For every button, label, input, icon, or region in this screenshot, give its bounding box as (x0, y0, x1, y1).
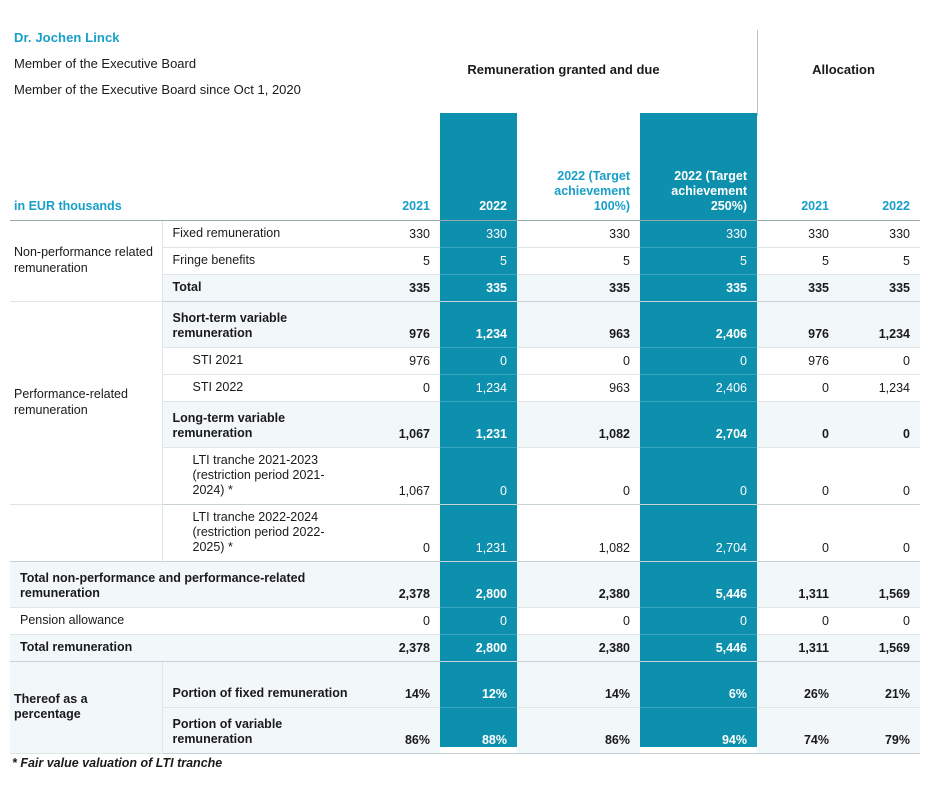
cell-sti-2022-target100: 963 (517, 375, 640, 402)
cell-portion-fixed-2021: 14% (360, 662, 440, 708)
cell-sti-2022-target250: 2,406 (640, 375, 757, 402)
cell-sti-2021-alloc-2022: 0 (839, 348, 920, 375)
cell-portion-variable-2021: 86% (360, 708, 440, 754)
table-row (10, 662, 920, 708)
cell-portion-variable-target100: 86% (517, 708, 640, 754)
cell-sti-2022-alloc-2021: 0 (757, 375, 839, 402)
header-2021: 2021 (360, 165, 440, 221)
row-label-portion-fixed: Portion of fixed remuneration (162, 662, 360, 708)
cell-lti-2022-alloc-2022: 0 (839, 505, 920, 562)
group-heading-allocation: Allocation (812, 62, 875, 77)
section-label-performance-continued (10, 505, 162, 562)
cell-total-combined-target100: 2,380 (517, 562, 640, 608)
row-label-fixed-remuneration: Fixed remuneration (162, 221, 360, 248)
cell-fringe-benefits-target250: 5 (640, 248, 757, 275)
cell-total-remuneration-2022: 2,800 (440, 635, 517, 662)
cell-sti-2022-2021: 0 (360, 375, 440, 402)
table-row (10, 635, 920, 662)
table-header-row (10, 165, 920, 221)
cell-sti-2022-2022: 1,234 (440, 375, 517, 402)
row-label-total-remuneration: Total remuneration (10, 635, 360, 662)
cell-short-term-2022: 1,234 (440, 302, 517, 348)
header-2022-target-100: 2022 (Target achievement 100%) (517, 165, 640, 221)
table-row (10, 221, 920, 248)
row-label-lti-tranche-2021: LTI tranche 2021-2023 (restriction period 2021-2024) * (162, 448, 360, 505)
cell-sti-2021-2021: 976 (360, 348, 440, 375)
cell-lti-2021-target100: 0 (517, 448, 640, 505)
cell-total-non-performance-target250: 335 (640, 275, 757, 302)
row-label-short-term-variable: Short-term variable remuneration (162, 302, 360, 348)
cell-short-term-alloc-2021: 976 (757, 302, 839, 348)
table-row (10, 302, 920, 348)
cell-portion-variable-alloc-2021: 74% (757, 708, 839, 754)
cell-lti-2022-2021: 0 (360, 505, 440, 562)
cell-lti-2021-2022: 0 (440, 448, 517, 505)
cell-portion-fixed-alloc-2022: 21% (839, 662, 920, 708)
cell-fringe-benefits-alloc-2022: 5 (839, 248, 920, 275)
cell-portion-fixed-alloc-2021: 26% (757, 662, 839, 708)
cell-pension-2021: 0 (360, 608, 440, 635)
cell-total-combined-alloc-2021: 1,311 (757, 562, 839, 608)
section-label-non-performance: Non-performance related remuneration (10, 221, 162, 302)
row-label-total-non-performance: Total (162, 275, 360, 302)
person-block (14, 30, 374, 108)
cell-fringe-benefits-2021: 5 (360, 248, 440, 275)
cell-fixed-remuneration-2022: 330 (440, 221, 517, 248)
cell-lti-2021-target250: 0 (640, 448, 757, 505)
cell-portion-variable-2022: 88% (440, 708, 517, 754)
cell-fringe-benefits-alloc-2021: 5 (757, 248, 839, 275)
cell-long-term-target250: 2,704 (640, 402, 757, 448)
cell-total-combined-target250: 5,446 (640, 562, 757, 608)
cell-long-term-2022: 1,231 (440, 402, 517, 448)
row-label-lti-tranche-2022: LTI tranche 2022-2024 (restriction period 2022-2025) * (162, 505, 360, 562)
cell-portion-fixed-target100: 14% (517, 662, 640, 708)
cell-long-term-alloc-2022: 0 (839, 402, 920, 448)
person-role-line-1: Member of the Executive Board (14, 56, 197, 71)
cell-total-combined-2022: 2,800 (440, 562, 517, 608)
cell-portion-variable-alloc-2022: 79% (839, 708, 920, 754)
cell-lti-2021-alloc-2021: 0 (757, 448, 839, 505)
cell-long-term-target100: 1,082 (517, 402, 640, 448)
section-label-thereof-percentage: Thereof as a percentage (10, 662, 162, 754)
header-unit: in EUR thousands (10, 165, 360, 221)
cell-lti-2022-2022: 1,231 (440, 505, 517, 562)
header-allocation-2021: 2021 (757, 165, 839, 221)
row-label-fringe-benefits: Fringe benefits (162, 248, 360, 275)
cell-short-term-target250: 2,406 (640, 302, 757, 348)
cell-total-non-performance-alloc-2022: 335 (839, 275, 920, 302)
cell-total-remuneration-alloc-2021: 1,311 (757, 635, 839, 662)
person-name: Dr. Jochen Linck (14, 30, 120, 45)
row-label-sti-2022: STI 2022 (162, 375, 360, 402)
row-label-total-non-perf-and-perf: Total non-performance and performance-related remuneration (10, 562, 360, 608)
cell-total-non-performance-target100: 335 (517, 275, 640, 302)
header-2022-target-250: 2022 (Target achievement 250%) (640, 165, 757, 221)
cell-sti-2021-alloc-2021: 976 (757, 348, 839, 375)
cell-pension-alloc-2022: 0 (839, 608, 920, 635)
cell-short-term-alloc-2022: 1,234 (839, 302, 920, 348)
cell-fringe-benefits-2022: 5 (440, 248, 517, 275)
footnote: * Fair value valuation of LTI tranche (12, 756, 223, 770)
cell-long-term-2021: 1,067 (360, 402, 440, 448)
cell-total-remuneration-alloc-2022: 1,569 (839, 635, 920, 662)
cell-total-non-performance-2022: 335 (440, 275, 517, 302)
person-role-line-2: Member of the Executive Board since Oct 1, 2020 (14, 82, 301, 97)
cell-total-combined-2021: 2,378 (360, 562, 440, 608)
cell-total-non-performance-2021: 335 (360, 275, 440, 302)
cell-total-remuneration-target250: 5,446 (640, 635, 757, 662)
header-2022: 2022 (440, 165, 517, 221)
cell-lti-2021-alloc-2022: 0 (839, 448, 920, 505)
cell-lti-2022-target250: 2,704 (640, 505, 757, 562)
cell-sti-2022-alloc-2022: 1,234 (839, 375, 920, 402)
table-row (10, 562, 920, 608)
column-group-divider (757, 30, 758, 116)
table-row (10, 505, 920, 562)
cell-fixed-remuneration-target250: 330 (640, 221, 757, 248)
cell-pension-target100: 0 (517, 608, 640, 635)
cell-fixed-remuneration-2021: 330 (360, 221, 440, 248)
remuneration-table (10, 165, 920, 754)
cell-pension-2022: 0 (440, 608, 517, 635)
cell-pension-alloc-2021: 0 (757, 608, 839, 635)
cell-long-term-alloc-2021: 0 (757, 402, 839, 448)
cell-fixed-remuneration-target100: 330 (517, 221, 640, 248)
section-label-performance: Performance-related remuneration (10, 302, 162, 505)
cell-short-term-2021: 976 (360, 302, 440, 348)
cell-fixed-remuneration-alloc-2021: 330 (757, 221, 839, 248)
row-label-long-term-variable: Long-term variable remuneration (162, 402, 360, 448)
cell-portion-fixed-target250: 6% (640, 662, 757, 708)
cell-sti-2021-2022: 0 (440, 348, 517, 375)
cell-total-remuneration-target100: 2,380 (517, 635, 640, 662)
cell-lti-2021-2021: 1,067 (360, 448, 440, 505)
cell-total-remuneration-2021: 2,378 (360, 635, 440, 662)
cell-lti-2022-target100: 1,082 (517, 505, 640, 562)
cell-total-non-performance-alloc-2021: 335 (757, 275, 839, 302)
cell-fixed-remuneration-alloc-2022: 330 (839, 221, 920, 248)
cell-portion-variable-target250: 94% (640, 708, 757, 754)
table-row (10, 608, 920, 635)
cell-short-term-target100: 963 (517, 302, 640, 348)
cell-sti-2021-target100: 0 (517, 348, 640, 375)
row-label-portion-variable: Portion of variable remuneration (162, 708, 360, 754)
cell-lti-2022-alloc-2021: 0 (757, 505, 839, 562)
group-heading-remuneration: Remuneration granted and due (467, 62, 660, 77)
cell-sti-2021-target250: 0 (640, 348, 757, 375)
header-allocation-2022: 2022 (839, 165, 920, 221)
cell-portion-fixed-2022: 12% (440, 662, 517, 708)
cell-total-combined-alloc-2022: 1,569 (839, 562, 920, 608)
cell-fringe-benefits-target100: 5 (517, 248, 640, 275)
row-label-sti-2021: STI 2021 (162, 348, 360, 375)
row-label-pension-allowance: Pension allowance (10, 608, 360, 635)
cell-pension-target250: 0 (640, 608, 757, 635)
